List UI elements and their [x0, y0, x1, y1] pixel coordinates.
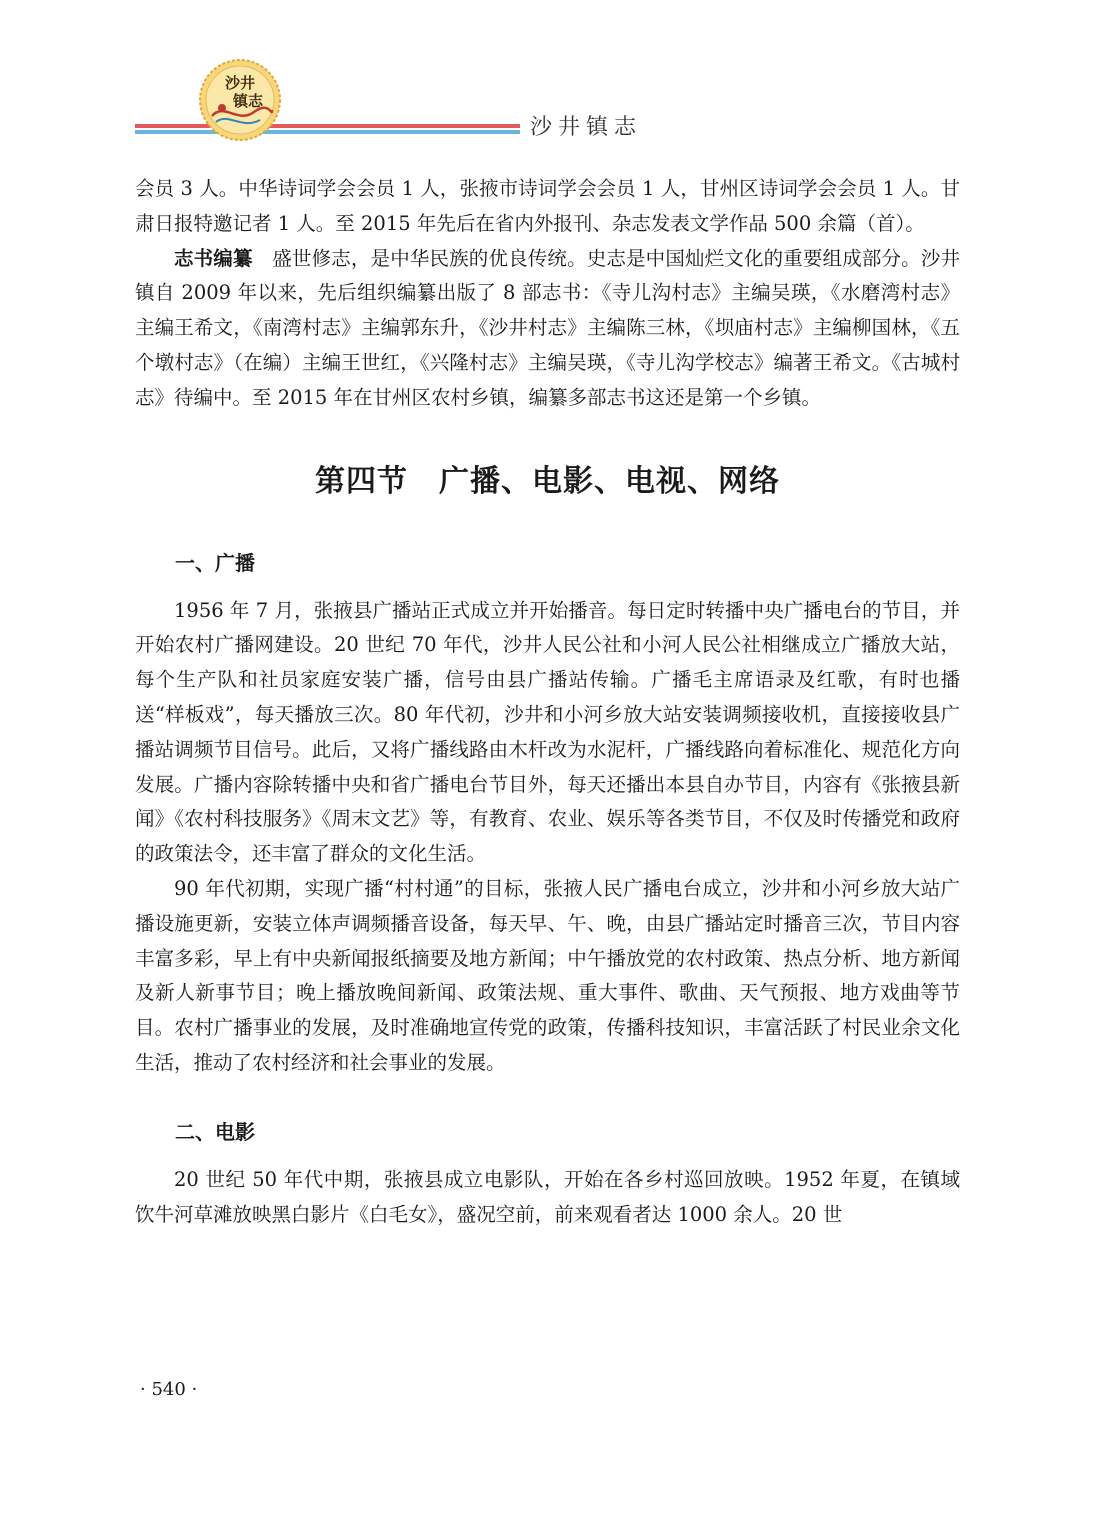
section-title: 第四节 广播、电影、电视、网络: [315, 463, 780, 499]
paragraph-gazetteer: [135, 242, 960, 416]
running-title: 沙井镇志: [530, 115, 643, 140]
subheading-broadcast: 一、广播: [175, 550, 255, 575]
paragraph-broadcast-1: 1956 年 7 月，张掖县广播站正式成立并开始播音。每日定时转播中央广播电台的节目，并开始农村广播网建设。20 世纪 70 年代，沙井人民公社和小河人民公社相继成立广播放大站，每个生产队和社员家庭安装广播，信号由县广播站传输。广播毛主席语录及红歌，有时也播送“样板戏”，每天播放三次。80 年代初，沙井和小河乡放大站安装调频接收机，直接接收县广播站调频节目信号。此后，又将广播线路由木杆改为水泥杆，广播线路向着标准化、规范化方向发展。广播内容除转播中央和省广播电台节目外，每天还播出本县自办节目，内容有《张掖县新闻》《农村科技服务》《周末文艺》等，有教育、农业、娱乐等各类节目，不仅及时传播党和政府的政策法令，还丰富了群众的文化生活。: [135, 598, 960, 866]
logo-line-2: 镇志: [232, 92, 264, 110]
logo-line-1: 沙井: [224, 74, 256, 92]
subheading-film: 二、电影: [175, 1119, 255, 1144]
paragraph-film-1: 20 世纪 50 年代中期，张掖县成立电影队，开始在各乡村巡回放映。1952 年夏，在镇域饮牛河草滩放映黑白影片《白毛女》，盛况空前，前来观看者达 1000 余人。20 世: [135, 1167, 960, 1226]
paragraph-continued: 会员 3 人。中华诗词学会会员 1 人，张掖市诗词学会会员 1 人，甘州区诗词学会会员 1 人。甘肃日报特邀记者 1 人。至 2015 年先后在省内外报刊、杂志发表文学作品 500 余篇（首）。: [135, 177, 960, 235]
page-number: · 540 ·: [140, 1379, 198, 1400]
page-header: [0, 0, 1093, 150]
paragraph-term: 志书编纂: [174, 246, 253, 270]
paragraph-gazetteer-text: 盛世修志，是中华民族的优良传统。史志是中国灿烂文化的重要组成部分。沙井镇自 2009 年以来，先后组织编纂出版了 8 部志书：《寺儿沟村志》主编吴瑛，《水磨湾村志》主编王希文，《南湾村志》主编郭东升，《沙井村志》主编陈三林，《坝庙村志》主编柳国林，《五个墩村志》（在编）主编王世红，《兴隆村志》主编吴瑛，《寺儿沟学校志》编著王希文。《古城村志》待编中。至 2015 年在甘州区农村乡镇，编纂多部志书这还是第一个乡镇。: [135, 246, 960, 409]
paragraph-broadcast-2: 90 年代初期，实现广播“村村通”的目标，张掖人民广播电台成立，沙井和小河乡放大站广播设施更新，安装立体声调频播音设备，每天早、午、晚，由县广播站定时播音三次，节目内容丰富多彩，早上有中央新闻报纸摘要及地方新闻；中午播放党的农村政策、热点分析、地方新闻及新人新事节目；晚上播放晚间新闻、政策法规、重大事件、歌曲、天气预报、地方戏曲等节目。农村广播事业的发展，及时准确地宣传党的政策，传播科技知识，丰富活跃了村民业余文化生活，推动了农村经济和社会事业的发展。: [135, 876, 960, 1074]
page-body: [135, 172, 960, 1232]
header-rule-red: [135, 124, 520, 128]
header-rule-blue: [135, 130, 520, 134]
book-logo: [198, 58, 282, 142]
